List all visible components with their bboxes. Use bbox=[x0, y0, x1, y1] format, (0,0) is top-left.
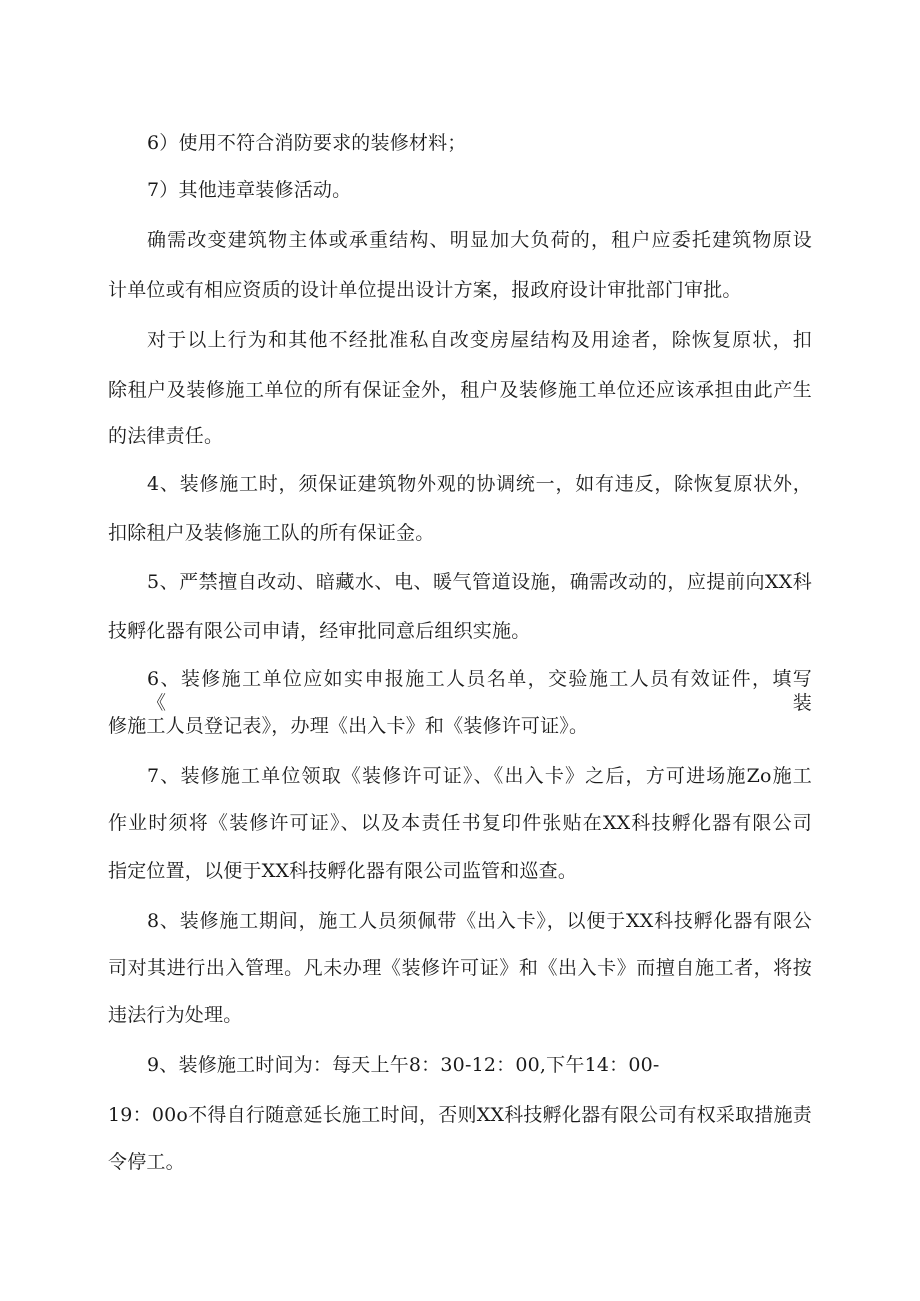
item-5-line-2: 技孵化器有限公司申请，经审批同意后组织实施。 bbox=[108, 620, 531, 642]
item-8-line-2: 司对其进行出入管理。凡未办理《装修许可证》和《出入卡》而擅自施工者，将按 bbox=[108, 957, 812, 979]
item-8-line-3: 违法行为处理。 bbox=[108, 1004, 243, 1026]
list-item-6-materials: 6）使用不符合消防要求的装修材料； bbox=[147, 132, 467, 154]
item-7-line-1: 7、装修施工单位领取《装修许可证》、《出入卡》之后，方可进场施Zo施工 bbox=[147, 765, 812, 787]
paragraph-penalty-line-2: 除租户及装修施工单位的所有保证金外，租户及装修施工单位还应该承担由此产生 bbox=[108, 379, 812, 401]
item-9-line-3: 令停工。 bbox=[108, 1151, 185, 1173]
list-item-7-other: 7）其他违章装修活动。 bbox=[147, 179, 352, 201]
item-6-line-1: 6、装修施工单位应如实申报施工人员名单，交验施工人员有效证件，填写《装 bbox=[147, 668, 812, 714]
paragraph-structure-line-1: 确需改变建筑物主体或承重结构、明显加大负荷的，租户应委托建筑物原设 bbox=[147, 229, 812, 251]
item-9-line-1: 9、装修施工时间为：每天上午8：30-12：00,下午14：00- bbox=[147, 1054, 660, 1076]
item-9-line-2: 19：00o不得自行随意延长施工时间，否则XX科技孵化器有限公司有权采取措施责 bbox=[108, 1104, 812, 1126]
paragraph-penalty-line-1: 对于以上行为和其他不经批准私自改变房屋结构及用途者，除恢复原状，扣 bbox=[147, 329, 812, 351]
paragraph-penalty-line-3: 的法律责任。 bbox=[108, 425, 224, 447]
item-5-line-1: 5、严禁擅自改动、暗藏水、电、暖气管道设施，确需改动的，应提前向XX科 bbox=[147, 571, 812, 593]
item-6-line-2: 修施工人员登记表》，办理《出入卡》和《装修许可证》。 bbox=[108, 715, 589, 737]
item-7-line-3: 指定位置，以便于XX科技孵化器有限公司监管和巡查。 bbox=[108, 860, 578, 882]
item-4-line-2: 扣除租户及装修施工队的所有保证金。 bbox=[108, 522, 435, 544]
item-7-line-2: 作业时须将《装修许可证》、以及本责任书复印件张贴在XX科技孵化器有限公司 bbox=[108, 812, 812, 834]
item-4-line-1: 4、装修施工时，须保证建筑物外观的协调统一，如有违反，除恢复原状外， bbox=[147, 473, 812, 495]
item-8-line-1: 8、装修施工期间，施工人员须佩带《出入卡》，以便于XX科技孵化器有限公 bbox=[147, 910, 812, 932]
paragraph-structure-line-2: 计单位或有相应资质的设计单位提出设计方案，报政府设计审批部门审批。 bbox=[108, 279, 742, 301]
